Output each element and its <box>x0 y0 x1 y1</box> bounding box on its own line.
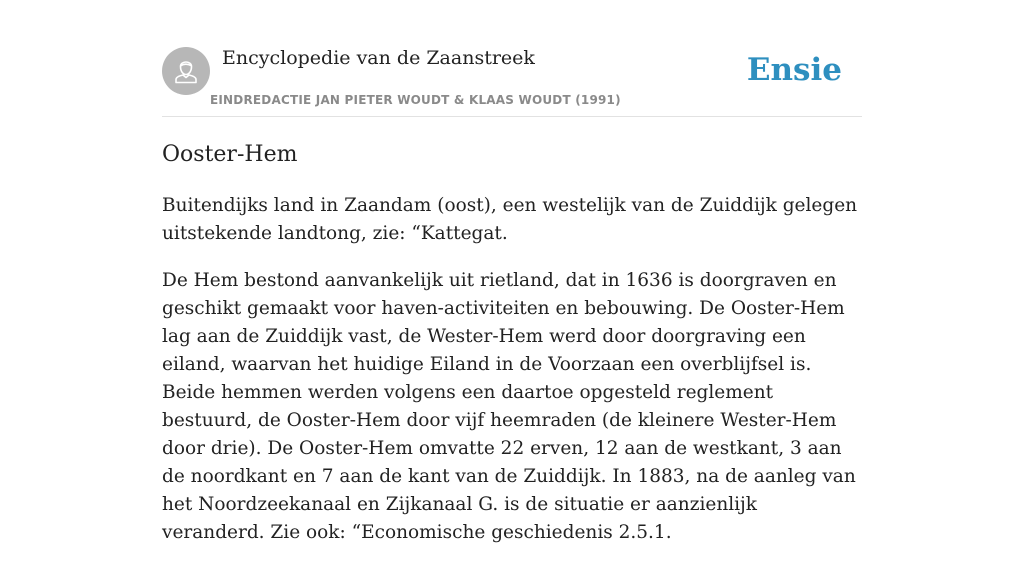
ensie-logo-link[interactable]: Ensie <box>746 52 842 88</box>
encyclopedia-title[interactable]: Encyclopedie van de Zaanstreek <box>222 47 535 69</box>
entry-paragraph: De Hem bestond aanvankelijk uit rietland, dat in 1636 is doorgraven en geschikt gemaakt voor haven-activiteiten en bebouwing. De Ooster-Hem lag aan de Zuiddijk vast, de Wester-Hem werd door doorgraving een eiland, waarvan het huidige Eiland in de Voorzaan een overblijfsel is. Beide hemmen werden volgens een daartoe opgesteld reglement bestuurd, de Ooster-Hem door vijf heemraden (de kleinere Wester-Hem door drie). De Ooster-Hem omvatte 22 erven, 12 aan de westkant, 3 aan de noordkant en 7 aan de kant van de Zuiddijk. In 1883, na de aanleg van het Noordzeekanaal en Zijkanaal G. is de situatie er aanzienlijk veranderd. Zie ook: “Economische geschiedenis 2.5.1. <box>162 270 856 543</box>
user-icon[interactable] <box>162 47 210 95</box>
avatar-silhouette <box>162 47 210 95</box>
entry-body <box>162 192 862 566</box>
entry-paragraph: Buitendijks land in Zaandam (oost), een westelijk van de Zuiddijk gelegen uitstekende landtong, zie: “Kattegat. <box>162 195 858 244</box>
editors-credit: EINDREDACTIE JAN PIETER WOUDT & KLAAS WOUDT (1991) <box>210 93 621 107</box>
encyclopedia-header <box>162 46 862 117</box>
page-title: Ooster-Hem <box>162 142 298 167</box>
